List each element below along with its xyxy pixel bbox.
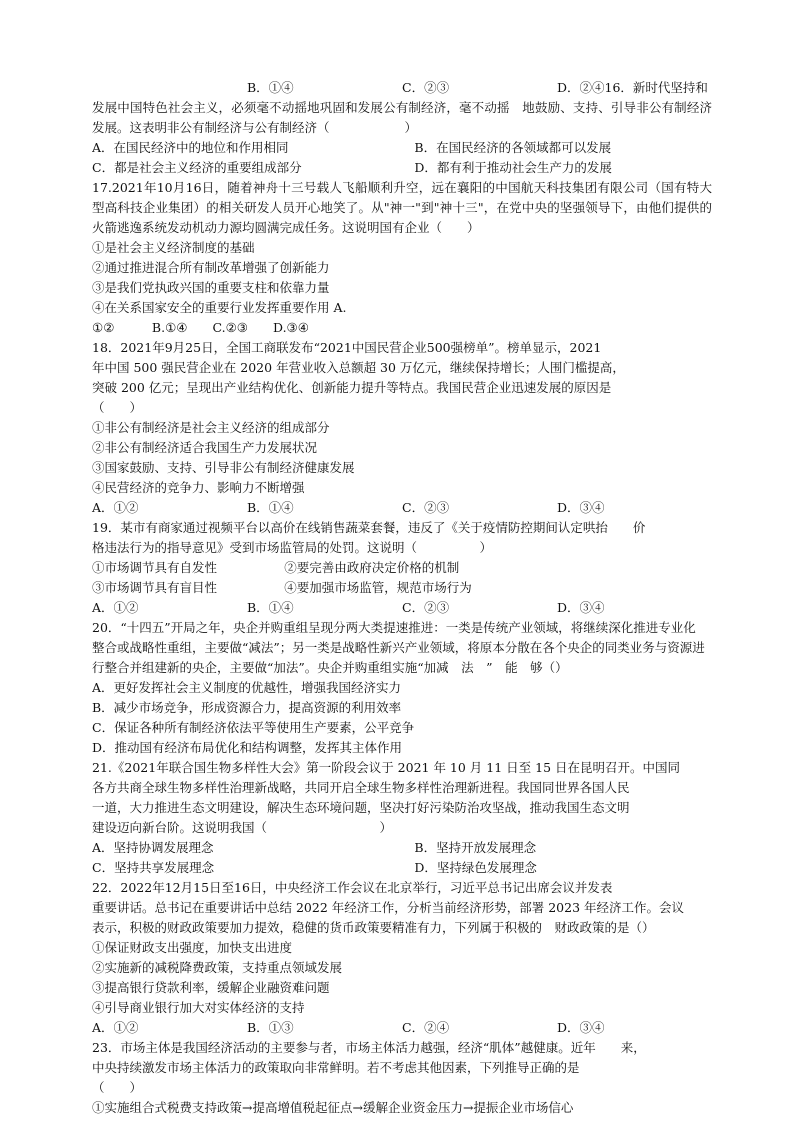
q21-options-row1	[92, 838, 712, 858]
q22-statement-4: ④引导商业银行加大对实体经济的支持	[92, 1000, 305, 1015]
q19-stem-line1: 19．某市有商家通过视频平台以高价在线销售蔬菜套餐，违反了《关于疫情防控期间认定哄抬 价	[92, 520, 646, 535]
q18-stem-line3: 突破 200 亿元；呈现出产业结构优化、创新能力提升等特点。我国民营企业迅速发展的原因是	[92, 380, 612, 395]
q23-stem-line3: （ ）	[92, 1080, 143, 1095]
q19-options	[92, 598, 712, 618]
q21-options-row2	[92, 858, 712, 878]
q21-option-b: B．坚持开放发展理念	[414, 840, 537, 855]
q21-option-a: A．坚持协调发展理念	[92, 840, 214, 855]
q18-statement-4: ④民营经济的竞争力、影响力不断增强	[92, 480, 305, 495]
q20-option-c: C．保证各种所有制经济依法平等使用生产要素，公平竞争	[92, 720, 415, 735]
q16-option-b: B．在国民经济的各领域都可以发展	[414, 140, 612, 155]
q20-stem-line2: 整合或战略性重组，主要做“减法”；另一类是战略性新兴产业领域，将原本分散在各个央企的同类业务与资源进	[92, 640, 705, 655]
q16-stem: 发展中国特色社会主义，必须毫不动摇地巩固和发展公有制经济，毫不动摇 地鼓励、支持、引导非公有制经济发展。这表明非公有制经济与公有制经济（ ）	[92, 100, 712, 135]
q22-statement-3: ③提高银行贷款利率，缓解企业融资难问题	[92, 980, 330, 995]
q21-stem-line4: 建设迈向新台阶。这说明我国（ ）	[92, 820, 393, 835]
q19-option-a: A．①②	[92, 600, 139, 615]
q17-stem: 17.2021年10月16日，随着神舟十三号载人飞船顺利升空，远在襄阳的中国航天科技集团有限公司（国有特大型高科技企业集团）的相关研发人员开心地笑了。从"神一"到"神十三"，在党中央的坚强领导下，由他们提供的火箭逃逸系统发动机动力源均圆满完成任务。这说明国有企业（ ）	[92, 180, 712, 235]
q19-statements-row1	[92, 558, 712, 578]
q21-stem-line1: 21.《2021年联合国生物多样性大会》第一阶段会议于 2021 年 10 月 11 日至 15 日在昆明召开。中国同	[92, 760, 681, 775]
q18-option-c: C．②③	[402, 500, 450, 515]
q20-option-b: B．减少市场竞争，形成资源合力，提高资源的利用效率	[92, 700, 402, 715]
q16-option-c: C．都是社会主义经济的重要组成部分	[92, 160, 302, 175]
q17-statement-2: ②通过推进混合所有制改革增强了创新能力	[92, 260, 330, 275]
q23-stem-line1: 23．市场主体是我国经济活动的主要参与者，市场主体活力越强，经济“肌体”越健康。近年 来，	[92, 1040, 646, 1055]
q18-stem-line2: 年中国 500 强民营企业在 2020 年营业收入总额超 30 万亿元，继续保持增长；人围门槛提高，	[92, 360, 625, 375]
exam-page	[92, 78, 712, 1118]
q23-statement-1: ①实施组合式税费支持政策→提高增值税起征点→缓解企业资金压力→提振企业市场信心	[92, 1100, 574, 1115]
q18-options	[92, 498, 712, 518]
q18-statement-3: ③国家鼓励、支持、引导非公有制经济健康发展	[92, 460, 355, 475]
q22-statement-1: ①保证财政支出强度，加快支出进度	[92, 940, 293, 955]
q16-options-row1	[92, 138, 712, 158]
q19-statement-3: ③市场调节具有盲目性	[92, 580, 218, 595]
q22-option-d: D．③④	[557, 1020, 605, 1035]
q18-option-d: D．③④	[557, 500, 605, 515]
q22-option-a: A．①②	[92, 1020, 139, 1035]
q21-option-d: D．坚持绿色发展理念	[414, 860, 537, 875]
q19-statements-row2	[92, 578, 712, 598]
q19-statement-1: ①市场调节具有自发性	[92, 560, 218, 575]
q16-options-row2	[92, 158, 712, 178]
q17-statement-1: ①是社会主义经济制度的基础	[92, 240, 255, 255]
q18-stem-line4: （ ）	[92, 400, 143, 415]
q19-option-c: C．②③	[402, 600, 450, 615]
q21-stem-line2: 各方共商全球生物多样性治理新战略，共同开启全球生物多样性治理新进程。我国同世界各国人民	[92, 780, 630, 795]
q20-option-d: D．推动国有经济布局优化和结构调整，发挥其主体作用	[92, 740, 403, 755]
q20-stem-line1: 20．“十四五”开局之年，央企并购重组呈现分两大类提速推进：一类是传统产业领域，将继续深化推进专业化	[92, 620, 696, 635]
q22-option-c: C．②④	[402, 1020, 450, 1035]
q18-option-b: B．①④	[247, 500, 294, 515]
q17-options: ①② B.①④ C.②③ D.③④	[92, 320, 309, 335]
q17-statement-4: ④在关系国家安全的重要行业发挥重要作用 A.	[92, 300, 347, 315]
q19-option-d: D．③④	[557, 600, 605, 615]
q22-option-b: B．①③	[247, 1020, 294, 1035]
q15-option-blank	[92, 78, 247, 98]
q19-statement-4: ④要加强市场监管，规范市场行为	[284, 580, 472, 595]
q22-statement-2: ②实施新的减税降费政策，支持重点领域发展	[92, 960, 343, 975]
q18-statement-1: ①非公有制经济是社会主义经济的组成部分	[92, 420, 330, 435]
q22-stem-line3: 表示，积极的财政政策要加力提效，稳健的货币政策要精准有力，下列属于积极的 财政政策的是（）	[92, 920, 655, 935]
q22-stem-line2: 重要讲话。总书记在重要讲话中总结 2022 年经济工作，分析当前经济形势，部署 2023 年经济工作。会议	[92, 900, 685, 915]
q20-stem-line3: 行整合并组建新的央企，主要做“加法”。央企并购重组实施“加减 法 ” 能 够（）	[92, 660, 568, 675]
q21-option-c: C．坚持共享发展理念	[92, 860, 215, 875]
q19-stem-line2: 格违法行为的指导意见》受到市场监管局的处罚。这说明（ ）	[92, 540, 493, 555]
q18-stem-line1: 18．2021年9月25日，全国工商联发布“2021中国民营企业500强榜单”。榜单显示，2021	[92, 340, 602, 355]
q20-option-a: A．更好发挥社会主义制度的优越性，增强我国经济实力	[92, 680, 402, 695]
q15-option-c: C．②③	[402, 80, 450, 95]
q22-stem-line1: 22．2022年12月15日至16日，中央经济工作会议在北京举行，习近平总书记出席会议并发表	[92, 880, 613, 895]
q22-options	[92, 1018, 712, 1038]
q18-statement-2: ②非公有制经济适合我国生产力发展状况	[92, 440, 318, 455]
q17-statement-3: ③是我们党执政兴国的重要支柱和依靠力量	[92, 280, 330, 295]
q18-option-a: A．①②	[92, 500, 139, 515]
q23-stem-line2: 中央持续激发市场主体活力的政策取向非常鲜明。若不考虑其他因素，下列推导正确的是	[92, 1060, 580, 1075]
q15-option-d: D．②④16．新时代坚持和	[557, 80, 708, 95]
q16-option-d: D．都有利于推动社会生产力的发展	[414, 160, 612, 175]
q19-statement-2: ②要完善由政府决定价格的机制	[284, 560, 460, 575]
q16-option-a: A．在国民经济中的地位和作用相同	[92, 140, 289, 155]
q15-option-b: B．①④	[247, 80, 294, 95]
q21-stem-line3: 一道，大力推进生态文明建设，解决生态环境问题，坚决打好污染防治攻坚战，推动我国生态文明	[92, 800, 630, 815]
q19-option-b: B．①④	[247, 600, 294, 615]
q15-options	[92, 78, 712, 98]
